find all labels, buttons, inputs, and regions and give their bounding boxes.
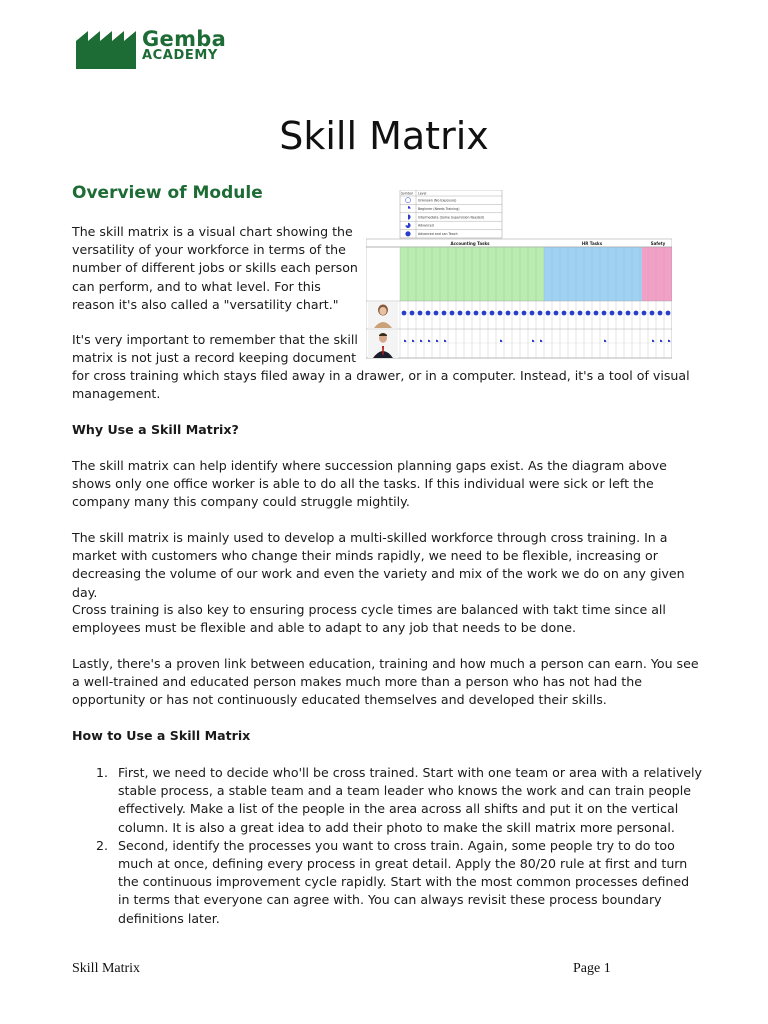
- text-line: versatility of your workforce in terms of the: [72, 242, 346, 258]
- skill-level-marker: [642, 311, 647, 316]
- text-line: matrix is not just a record keeping document: [72, 350, 357, 366]
- why-paragraph-3: Cross training is also key to ensuring process cycle times are balanced with takt time since all employees must be flexible and able to adapt to any job that needs to be done.: [72, 602, 666, 636]
- skill-level-marker: [482, 311, 487, 316]
- skill-level-marker: [500, 340, 502, 342]
- skill-level-marker: [412, 340, 414, 342]
- legend-level-4: Advanced: [418, 223, 434, 228]
- text-line: number of different jobs or skills each person: [72, 260, 358, 276]
- skill-level-marker: [578, 311, 583, 316]
- skill-level-marker: [546, 311, 551, 316]
- skill-level-marker: [444, 340, 446, 342]
- overview-paragraph-1: [72, 223, 362, 314]
- skill-level-marker: [522, 311, 527, 316]
- how-heading: How to Use a Skill Matrix: [72, 728, 251, 743]
- skill-level-marker: [514, 311, 519, 316]
- list-number: 2.: [96, 837, 109, 853]
- page-title: Skill Matrix: [279, 114, 489, 158]
- skill-level-marker: [442, 311, 447, 316]
- hr-columns-band: [544, 247, 642, 301]
- skill-level-marker: [466, 311, 471, 316]
- skill-level-marker: [418, 311, 423, 316]
- person-photo-woman: [368, 302, 398, 328]
- text-line: The skill matrix is a visual chart showing the: [72, 224, 353, 239]
- skill-level-marker: [450, 311, 455, 316]
- skill-level-marker: [668, 340, 670, 342]
- skill-level-marker: [530, 311, 535, 316]
- skill-matrix-figure: [366, 190, 672, 360]
- skill-level-marker: [420, 340, 422, 342]
- legend-level-5: Advanced and can Teach: [418, 232, 458, 237]
- skill-level-marker: [532, 340, 534, 342]
- group-label-hr: HR Tasks: [581, 241, 603, 246]
- skill-level-marker: [610, 311, 615, 316]
- skill-level-marker: [540, 340, 542, 342]
- footer-doc-title: Skill Matrix: [72, 961, 141, 976]
- footer-page-number: Page 1: [573, 961, 611, 976]
- skill-level-marker: [474, 311, 479, 316]
- skill-level-marker: [652, 340, 654, 342]
- why-paragraph-1: The skill matrix can help identify where succession planning gaps exist. As the diagram above shows only one office worker is able to do all the tasks. If this individual were sick or left the company many this company could struggle mightily.: [72, 458, 667, 510]
- list-number: 1.: [96, 765, 109, 780]
- skill-level-marker: [498, 311, 503, 316]
- skill-level-marker: [402, 311, 407, 316]
- skill-level-marker: [658, 311, 663, 316]
- logo-text-academy: ACADEMY: [142, 48, 218, 63]
- text-line: can perform, and to what level. For this: [72, 278, 321, 294]
- list-item-text: First, we need to decide who'll be cross trained. Start with one team or area with a relatively stable process, a stable team and a team leader who knows the work and can train people effectively. Make a list of the people in the area across all shifts and put it on the vertical column. It is also a great idea to add their photo to make the skill matrix more personal.: [118, 765, 702, 835]
- legend-header-level: Level: [418, 191, 427, 196]
- skill-level-marker: [458, 311, 463, 316]
- skill-level-marker: [570, 311, 575, 316]
- group-label-accounting: Accounting Tasks: [450, 241, 490, 246]
- matrix-legend: [400, 190, 502, 238]
- overview-paragraph-2-continued: for cross training which stays filed away in a drawer, or in a computer. Instead, it's a tool of visual management.: [72, 368, 690, 402]
- skill-level-marker: [626, 311, 631, 316]
- gemba-academy-logo: [76, 27, 246, 69]
- why-paragraph-4: Lastly, there's a proven link between education, training and how much a person can earn. You see a well-trained and educated person makes much more than a person who has not had the opportunity or has not continuously educated themselves and developed their skills.: [72, 656, 699, 708]
- skill-level-marker: [434, 311, 439, 316]
- text-line: It's very important to remember that the skill: [72, 332, 358, 347]
- skill-level-marker: [562, 311, 567, 316]
- skill-level-marker: [506, 311, 511, 316]
- how-steps-list: [72, 764, 702, 928]
- skill-level-marker: [538, 311, 543, 316]
- skill-level-marker: [410, 311, 415, 316]
- skill-level-marker: [634, 311, 639, 316]
- skill-level-marker: [602, 311, 607, 316]
- legend-header-symbol: Symbol: [401, 191, 413, 196]
- skill-level-marker: [604, 340, 606, 342]
- skill-level-marker: [554, 311, 559, 316]
- skill-level-marker: [428, 340, 430, 342]
- matrix-group-headers: [366, 239, 672, 247]
- skill-level-marker: [436, 340, 438, 342]
- legend-level-2: Beginner (Needs Training): [418, 206, 460, 211]
- legend-level-1: Unknown (No Exposure): [418, 198, 457, 203]
- text-line: reason it's also called a "versatility chart.": [72, 296, 339, 312]
- person-photo-man: [368, 330, 398, 358]
- skill-level-marker: [618, 311, 623, 316]
- logo-text-gemba: Gemba: [142, 27, 227, 51]
- skill-level-marker: [666, 311, 671, 316]
- skill-level-marker: [426, 311, 431, 316]
- why-heading: Why Use a Skill Matrix?: [72, 422, 239, 437]
- safety-columns-band: [642, 247, 672, 301]
- skill-level-marker: [404, 340, 406, 342]
- overview-paragraph-2: [72, 331, 362, 367]
- skill-level-marker: [490, 311, 495, 316]
- why-paragraph-2: The skill matrix is mainly used to develop a multi-skilled workforce through cross training. In a market with customers who change their minds rapidly, we need to be flexible, increasing or decreasing the volume of our work and even the variety and mix of the work we do on any given day.: [72, 530, 685, 600]
- group-label-safety: Safety: [650, 241, 666, 246]
- overview-heading: Overview of Module: [72, 183, 263, 203]
- list-item: [72, 837, 702, 928]
- skill-level-marker: [586, 311, 591, 316]
- skill-level-marker: [594, 311, 599, 316]
- skill-level-marker: [660, 340, 662, 342]
- legend-level-3: Intermediate (Some Supervision Needed): [418, 215, 485, 220]
- skill-level-marker: [650, 311, 655, 316]
- list-item-text: Second, identify the processes you want to cross train. Again, some people try to do too much at once, defining every process in great detail. Apply the 80/20 rule at first and turn the continuous improvement cycle rapidly. Start with the most common processes defined in terms that everyone can agree with. You can always revisit these process boundary definitions later.: [118, 837, 690, 926]
- list-item: [72, 764, 702, 837]
- factory-logo-icon: [76, 29, 138, 69]
